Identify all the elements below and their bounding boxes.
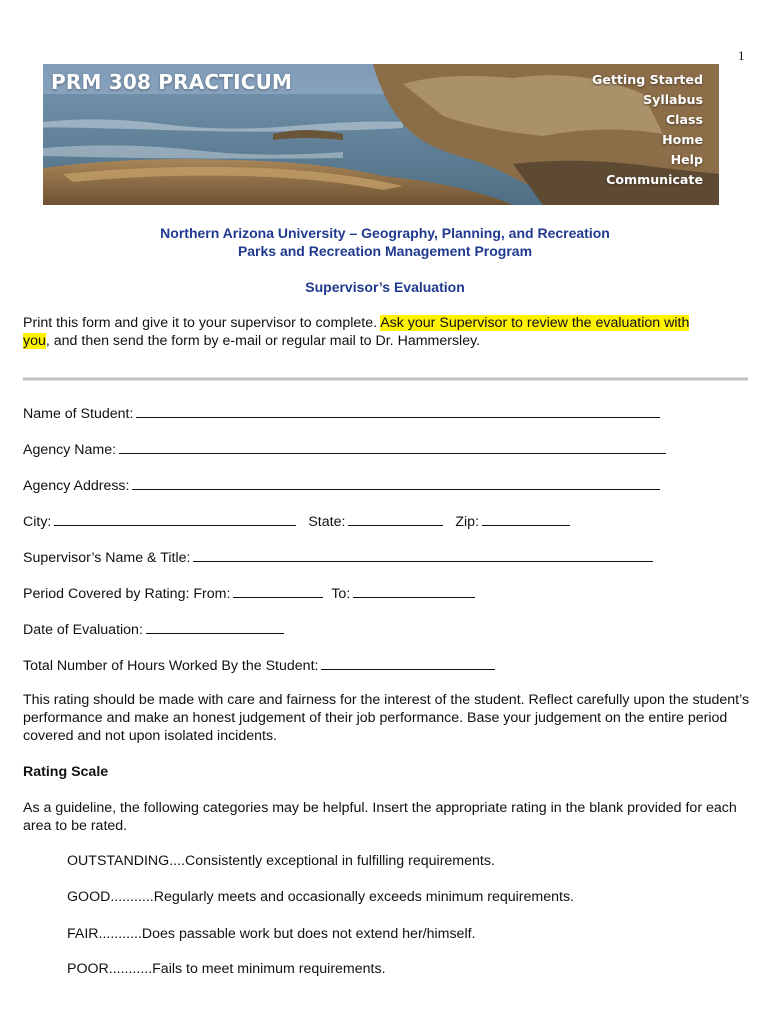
instructions-text-end: , and then send the form by e-mail or regular mail to Dr. Hammersley. <box>45 333 481 349</box>
nav-getting-started[interactable]: Getting Started <box>592 72 703 87</box>
agency-name-row <box>23 440 666 458</box>
period-from-field[interactable] <box>233 584 323 598</box>
nav-syllabus[interactable]: Syllabus <box>643 92 703 107</box>
nav-class[interactable]: Class <box>665 112 703 127</box>
period-from-label: Period Covered by Rating: From: <box>23 586 231 602</box>
rating-poor: POOR...........Fails to meet minimum requirements. <box>67 961 386 977</box>
nav-home[interactable]: Home <box>662 132 703 147</box>
student-name-row <box>23 404 660 422</box>
rating-outstanding: OUTSTANDING....Consistently exceptional in fulfilling requirements. <box>67 853 495 869</box>
agency-address-field[interactable] <box>132 476 660 490</box>
rating-note: This rating should be made with care and fairness for the interest of the student. Reflect carefully upon the student’s performance and make an honest judgement of their job performance. Base your judgement on the entire period covered and not upon isolated incidents. <box>23 692 750 744</box>
city-label: City: <box>23 514 52 530</box>
supervisor-row <box>23 548 653 566</box>
form-title: Supervisor’s Evaluation <box>305 279 465 295</box>
date-label: Date of Evaluation: <box>23 622 143 638</box>
city-state-zip-row <box>23 512 570 530</box>
divider <box>23 377 748 381</box>
agency-address-label: Agency Address: <box>23 478 130 494</box>
page-number: 1 <box>738 48 745 63</box>
student-name-field[interactable] <box>136 404 660 418</box>
period-row <box>23 584 475 602</box>
university-heading: Northern Arizona University – Geography, Planning, and Recreation <box>160 225 610 241</box>
city-field[interactable] <box>54 512 296 526</box>
instructions <box>23 314 753 350</box>
rating-scale-heading: Rating Scale <box>23 764 109 780</box>
hours-field[interactable] <box>321 656 495 670</box>
hours-row <box>23 656 495 674</box>
hours-label: Total Number of Hours Worked By the Student: <box>23 658 319 674</box>
supervisor-field[interactable] <box>193 548 653 562</box>
date-row <box>23 620 284 638</box>
state-field[interactable] <box>348 512 443 526</box>
nav-communicate[interactable]: Communicate <box>606 172 703 187</box>
agency-name-label: Agency Name: <box>23 442 117 458</box>
program-heading: Parks and Recreation Management Program <box>237 243 533 259</box>
banner-nav <box>592 70 703 190</box>
period-to-field[interactable] <box>353 584 475 598</box>
student-name-label: Name of Student: <box>23 406 134 422</box>
zip-label: Zip: <box>455 514 480 530</box>
course-title: PRM 308 PRACTICUM <box>51 70 293 94</box>
instructions-highlight: Ask your Supervisor to review the evaluation with <box>380 315 690 331</box>
rating-fair: FAIR...........Does passable work but does not extend her/himself. <box>67 926 476 942</box>
rating-guideline: As a guideline, the following categories may be helpful. Insert the appropriate rating in the blank provided for each area to be rated. <box>23 800 737 834</box>
instructions-highlight-cont: you <box>23 333 46 349</box>
agency-address-row <box>23 476 660 494</box>
agency-name-field[interactable] <box>119 440 666 454</box>
instructions-text: Print this form and give it to your supervisor to complete. <box>23 315 381 331</box>
state-label: State: <box>308 514 346 530</box>
zip-field[interactable] <box>482 512 570 526</box>
rating-good: GOOD...........Regularly meets and occasionally exceeds minimum requirements. <box>67 889 575 905</box>
date-field[interactable] <box>146 620 284 634</box>
supervisor-label: Supervisor’s Name & Title: <box>23 550 191 566</box>
nav-help[interactable]: Help <box>670 152 703 167</box>
course-banner <box>43 64 719 205</box>
period-to-label: To: <box>331 586 351 602</box>
